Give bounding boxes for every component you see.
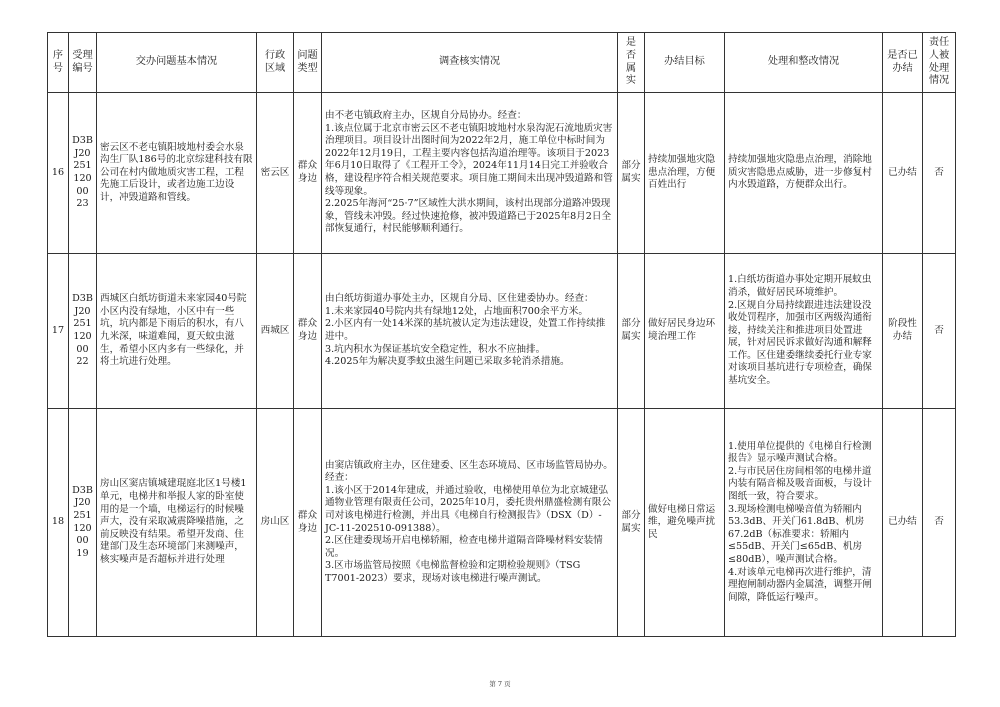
- header-issue: 交办问题基本情况: [97, 33, 257, 93]
- cell-seq: 18: [48, 409, 69, 637]
- cell-rectification: 1.使用单位提供的《电梯自行检测报告》显示噪声测试合格。 2.与市民居住房间相邻的电梯井道内装有隔音棉及吸音面板，与设计图纸一致，符合要求。 3.现场检测电梯噪音值为轿厢内53.3dB、开关门61.8dB、机房67.2dB（标准要求：轿厢内≤55dB、开关门≤65dB、机房≤80dB），噪声测试合格。 4.对该单元电梯再次进行维护，清理抱闸制动器内金属渣，调整开闸间隙，降低运行噪声。: [725, 409, 883, 637]
- cell-valid: 部分属实: [618, 409, 645, 637]
- header-valid: 是否属实: [618, 33, 645, 93]
- cell-investigation: 由白纸坊街道办事处主办，区规自分局、区住建委协办。经查： 1.未来家园40号院内共有绿地12处，占地面积700余平方米。 2.小区内有一处14米深的基坑被认定为违法建设，处置工作持续推进中。 3.坑内积水为保证基坑安全稳定性，积水不应抽排。 4.2025年为解决夏季蚊虫滋生问题已采取多轮消杀措施。: [322, 254, 618, 409]
- cell-accountable: 否: [923, 254, 956, 409]
- header-district: 行政区域: [257, 33, 294, 93]
- header-accountable: 责任人被处理情况: [923, 33, 956, 93]
- header-case-no: 受理编号: [69, 33, 97, 93]
- cell-case-no: D3BJ2025112000 23: [69, 93, 97, 254]
- cell-seq: 17: [48, 254, 69, 409]
- table-row: [48, 254, 956, 409]
- table-header-row: [48, 33, 956, 93]
- cell-district: 密云区: [257, 93, 294, 254]
- cell-goal: 做好居民身边环境治理工作: [645, 254, 725, 409]
- cell-rectification: 持续加强地灾隐患点治理，消除地质灾害隐患点威胁，进一步修复村内水毁道路，方便群众出行。: [725, 93, 883, 254]
- cell-goal: 做好电梯日常运维，避免噪声扰民: [645, 409, 725, 637]
- cell-case-no: D3BJ2025112000 22: [69, 254, 97, 409]
- table-row: [48, 93, 956, 254]
- cell-type: 群众身边: [294, 93, 322, 254]
- cell-done: 已办结: [883, 93, 923, 254]
- cell-accountable: 否: [923, 93, 956, 254]
- cell-investigation: 由不老屯镇政府主办，区规自分局协办。经查： 1.该点位属于北京市密云区不老屯镇阳坡地村水泉沟泥石流地质灾害治理项目。项目设计出图时间为2022年2月，施工单位中标时间为2022年12月19日，工程主要内容包括沟道治理等。该项目于2023年6月10日取得了《工程开工令》，2024年11月14日完工并验收合格，建设程序符合相关规范要求。项目施工期间未出现冲毁道路和管线等现象。 2.2025年海河“25·7”区域性大洪水期间，该村出现部分道路冲毁现象，管线未冲毁。经过快速抢修，被冲毁道路已于2025年8月2日全部恢复通行，村民能够顺利通行。: [322, 93, 618, 254]
- cell-rectification: 1.白纸坊街道办事处定期开展蚊虫消杀，做好居民环境维护。 2.区规自分局持续跟进违法建设没收处罚程序，加强市区两级沟通衔接，持续关注和推进项目处置进展，针对居民诉求做好沟通和解释工作。区住建委继续委托行业专家对该项目基坑进行专项检查，确保基坑安全。: [725, 254, 883, 409]
- header-done: 是否已办结: [883, 33, 923, 93]
- header-goal: 办结目标: [645, 33, 725, 93]
- cell-valid: 部分属实: [618, 254, 645, 409]
- cell-goal: 持续加强地灾隐患点治理，方便百姓出行: [645, 93, 725, 254]
- cell-valid: 部分属实: [618, 93, 645, 254]
- cell-investigation: 由窦店镇政府主办，区住建委、区生态环境局、区市场监管局协办。经查： 1.该小区于2014年建成，并通过验收，电梯使用单位为北京城建弘通物业管理有限责任公司，2025年10月，委托贵州鼎盛检测有限公司对该电梯进行检测，并出具《电梯自行检测报告》（DSX（D）-JC-11-202510-091388）。 2.区住建委现场开启电梯轿厢，检查电梯井道隔音降噪材料安装情况。 3.区市场监管局按照《电梯监督检验和定期检验规则》（TSG T7001-2023）要求，现场对该电梯进行噪声测试。: [322, 409, 618, 637]
- header-rectification: 处理和整改情况: [725, 33, 883, 93]
- cell-district: 西城区: [257, 254, 294, 409]
- cell-case-no: D3BJ2025112000 19: [69, 409, 97, 637]
- cell-issue: 西城区白纸坊街道未来家园40号院小区内没有绿地，小区中有一些坑，坑内都是下雨后的积水，有八九米深，味道难闻，夏天蚊虫滋生，希望小区内多有一些绿化，并将土坑进行处理。: [97, 254, 257, 409]
- header-investigation: 调查核实情况: [322, 33, 618, 93]
- cell-done: 已办结: [883, 409, 923, 637]
- header-type: 问题类型: [294, 33, 322, 93]
- cell-type: 群众身边: [294, 409, 322, 637]
- case-table: [47, 32, 956, 637]
- cell-done: 阶段性办结: [883, 254, 923, 409]
- table-row: [48, 409, 956, 637]
- cell-district: 房山区: [257, 409, 294, 637]
- cell-seq: 16: [48, 93, 69, 254]
- cell-issue: 密云区不老屯镇阳坡地村委会水泉沟生厂队186号的北京综建科技有限公司在村内做地质灾害工程，工程先施工后设计，或者边施工边设计，冲毁道路和管线。: [97, 93, 257, 254]
- cell-accountable: 否: [923, 409, 956, 637]
- header-seq: 序号: [48, 33, 69, 93]
- page-number: 第 7 页: [489, 680, 511, 688]
- cell-type: 群众身边: [294, 254, 322, 409]
- cell-issue: 房山区窦店镇城建琨庭北区1号楼1单元，电梯井和举报人家的卧室使用的是一个墙，电梯运行的时候噪声大，没有采取减震降噪措施，之前反映没有结果。希望开发商、住建部门及生态环境部门来测噪声，核实噪声是否超标并进行处理: [97, 409, 257, 637]
